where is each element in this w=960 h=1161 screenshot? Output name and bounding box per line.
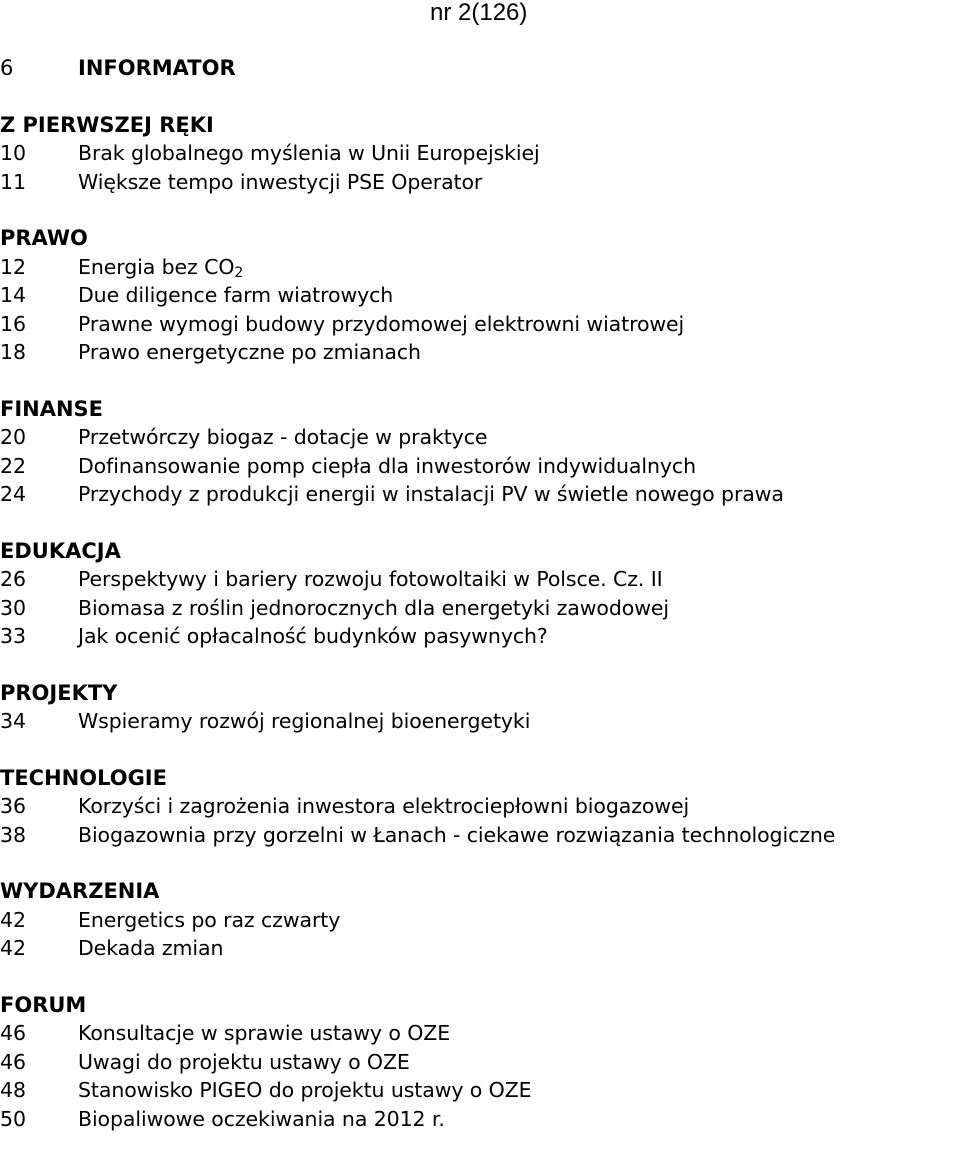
article-title	[78, 792, 689, 821]
section-heading: EDUKACJA	[0, 538, 121, 563]
toc-entry[interactable]	[0, 168, 960, 197]
article-title	[78, 622, 548, 651]
article-title-text: Konsultacje w sprawie ustawy o OZE	[78, 1021, 451, 1045]
section-heading: WYDARZENIA	[0, 879, 160, 903]
toc-section	[0, 537, 960, 651]
article-title	[78, 906, 340, 935]
toc-first-entry[interactable]	[0, 54, 960, 83]
article-title	[78, 310, 684, 339]
article-title-text: Stanowisko PIGEO do projektu ustawy o OZE	[78, 1078, 532, 1102]
article-title	[78, 168, 482, 197]
page-number: 36	[0, 794, 26, 818]
article-title	[78, 423, 487, 452]
toc-entry[interactable]	[0, 934, 960, 963]
article-title-text: Większe tempo inwestycji PSE Operator	[78, 169, 483, 194]
page-number: 42	[0, 907, 26, 932]
page-number: 10	[0, 141, 26, 165]
table-of-contents	[0, 54, 960, 1161]
toc-entry[interactable]	[0, 452, 960, 481]
issue-number: nr 2(126)	[430, 0, 528, 26]
toc-section	[0, 877, 960, 963]
article-title	[78, 565, 663, 594]
subscript: 2	[234, 264, 244, 281]
page-number: 46	[0, 1021, 26, 1045]
article-title-text: Prawo energetyczne po zmianach	[78, 340, 421, 364]
page-number: 12	[0, 254, 26, 279]
article-title-text: Energia bez CO	[78, 254, 235, 279]
article-title-text: Biomasa z roślin jednorocznych dla energetyki zawodowej	[78, 595, 669, 620]
page-number: 18	[0, 340, 26, 364]
page-number: 46	[0, 1049, 26, 1074]
article-title	[78, 707, 530, 736]
toc-entry[interactable]	[0, 1105, 960, 1134]
article-title-text: Due diligence farm wiatrowych	[78, 283, 394, 307]
toc-section	[0, 764, 960, 850]
article-title	[78, 1019, 450, 1048]
toc-entry[interactable]	[0, 1019, 960, 1048]
page-number: 16	[0, 311, 26, 336]
page-number: 38	[0, 822, 26, 847]
section-heading: FINANSE	[0, 396, 104, 421]
article-title-text: Brak globalnego myślenia w Unii Europejskiej	[78, 141, 540, 165]
article-title	[78, 452, 696, 481]
page-number: 26	[0, 567, 26, 591]
article-title	[78, 1076, 532, 1105]
page-number: 14	[0, 283, 26, 307]
article-title-text: Korzyści i zagrożenia inwestora elektrociepłowni biogazowej	[78, 794, 690, 818]
page-number: 24	[0, 482, 26, 506]
toc-entry[interactable]	[0, 1048, 960, 1077]
section-heading: Z PIERWSZEJ RĘKI	[0, 112, 214, 137]
toc-entry[interactable]	[0, 792, 960, 821]
section-heading: INFORMATOR	[78, 56, 236, 80]
toc-entry[interactable]	[0, 139, 960, 168]
article-title	[78, 253, 243, 285]
page-number: 20	[0, 425, 26, 449]
page-number: 48	[0, 1078, 26, 1102]
page-number: 33	[0, 624, 26, 648]
toc-entry[interactable]	[0, 821, 960, 850]
article-title-text: Uwagi do projektu ustawy o OZE	[78, 1049, 410, 1074]
toc-entry[interactable]	[0, 707, 960, 736]
toc-entry[interactable]	[0, 565, 960, 594]
toc-section	[0, 224, 960, 367]
page-number: 6	[0, 56, 14, 80]
page-number: 50	[0, 1106, 26, 1131]
section-heading: PRAWO	[0, 226, 88, 250]
toc-entry[interactable]	[0, 480, 960, 509]
article-title	[78, 594, 669, 623]
page-number: 30	[0, 595, 26, 620]
article-title	[78, 1105, 445, 1134]
article-title-text: Dofinansowanie pomp ciepła dla inwestorów indywidualnych	[78, 453, 696, 478]
article-title	[78, 821, 835, 850]
toc-sections	[0, 111, 960, 1134]
toc-intro	[0, 54, 960, 83]
article-title-text: Przetwórczy biogaz - dotacje w praktyce	[78, 425, 488, 449]
page-number: 11	[0, 169, 26, 194]
article-title-text: Biopaliwowe oczekiwania na 2012 r.	[78, 1106, 445, 1131]
article-title-text: Dekada zmian	[78, 936, 224, 960]
article-title	[78, 338, 421, 367]
toc-entry[interactable]	[0, 253, 960, 282]
article-title-text: Wspieramy rozwój regionalnej bioenergetyki	[78, 709, 531, 733]
article-title	[78, 281, 393, 310]
toc-entry[interactable]	[0, 310, 960, 339]
toc-entry[interactable]	[0, 906, 960, 935]
toc-entry[interactable]	[0, 338, 960, 367]
article-title	[78, 1048, 410, 1077]
toc-section	[0, 111, 960, 197]
toc-entry[interactable]	[0, 594, 960, 623]
page-number: 42	[0, 936, 26, 960]
toc-section	[0, 395, 960, 509]
section-heading: TECHNOLOGIE	[0, 765, 167, 790]
page-number: 34	[0, 709, 26, 733]
article-title	[78, 934, 223, 963]
toc-section	[0, 679, 960, 736]
article-title-text: Perspektywy i bariery rozwoju fotowoltaiki w Polsce. Cz. II	[78, 567, 663, 591]
toc-section	[0, 991, 960, 1134]
article-title-text: Przychody z produkcji energii w instalacji PV w świetle nowego prawa	[78, 482, 784, 506]
article-title-text: Biogazownia przy gorzelni w Łanach - ciekawe rozwiązania technologiczne	[78, 822, 836, 847]
section-heading: FORUM	[0, 992, 87, 1017]
article-title	[78, 139, 540, 168]
toc-entry[interactable]	[0, 281, 960, 310]
article-title	[78, 480, 784, 509]
article-title-text: Prawne wymogi budowy przydomowej elektrowni wiatrowej	[78, 311, 685, 336]
toc-entry[interactable]	[0, 1076, 960, 1105]
section-heading: PROJEKTY	[0, 680, 118, 705]
article-title-text: Energetics po raz czwarty	[78, 907, 341, 932]
article-title-text: Jak ocenić opłacalność budynków pasywnych?	[78, 624, 548, 648]
page-number: 22	[0, 453, 26, 478]
toc-entry[interactable]	[0, 423, 960, 452]
toc-entry[interactable]	[0, 622, 960, 651]
